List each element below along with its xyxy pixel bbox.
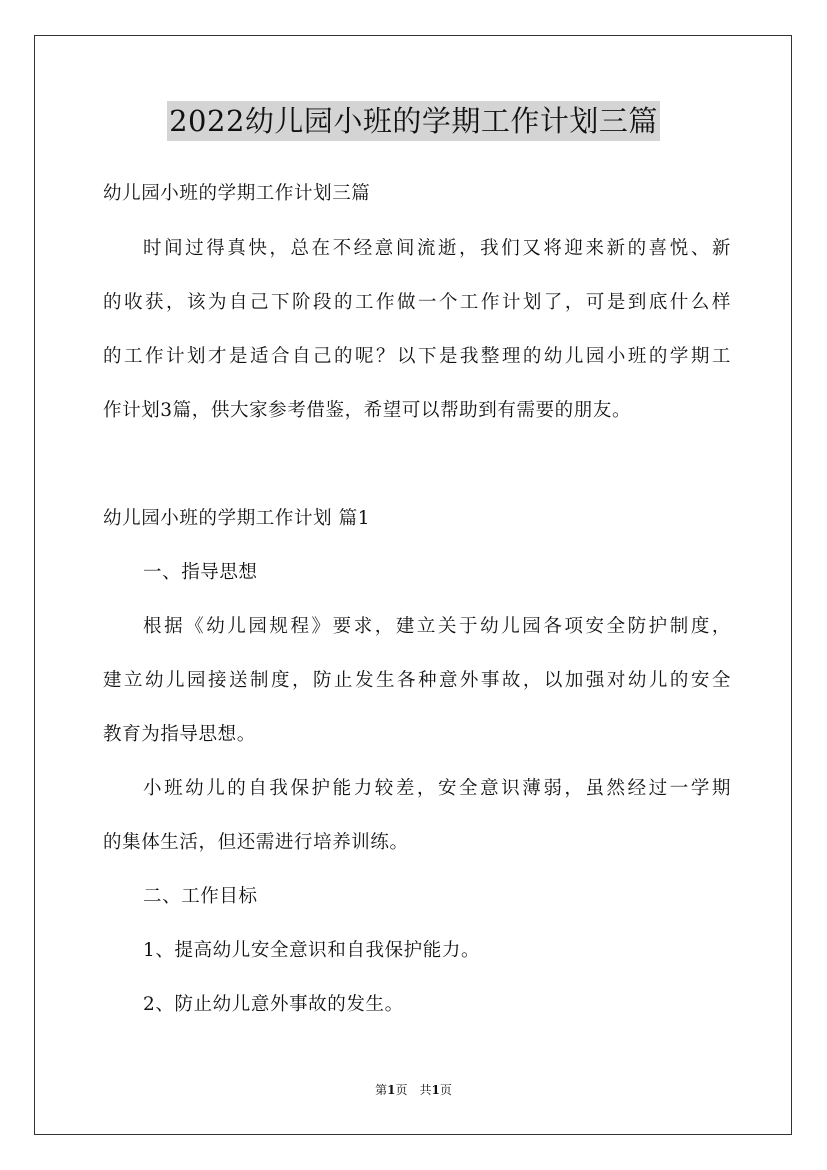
intro-line: 的工作计划才是适合自己的呢？以下是我整理的幼儿园小班的学期工	[103, 346, 731, 367]
page-footer	[0, 1082, 827, 1098]
page-label: 页	[439, 1083, 452, 1097]
heading-work-goals: 二、工作目标	[143, 886, 258, 907]
goal-item: 1、提高幼儿安全意识和自我保护能力。	[143, 940, 481, 961]
intro-line: 作计划3篇，供大家参考借鉴，希望可以帮助到有需要的朋友。	[103, 400, 632, 421]
page-total: 1	[431, 1083, 440, 1097]
paragraph-line: 根据《幼儿园规程》要求，建立关于幼儿园各项安全防护制度，	[143, 616, 731, 637]
section-heading: 幼儿园小班的学期工作计划 篇1	[103, 508, 371, 529]
intro-line: 时间过得真快，总在不经意间流逝，我们又将迎来新的喜悦、新	[143, 238, 731, 259]
paragraph-line: 的集体生活，但还需进行培养训练。	[103, 832, 409, 853]
page-label: 页 共	[395, 1083, 432, 1097]
page-label: 第	[375, 1083, 388, 1097]
document-title: 2022幼儿园小班的学期工作计划三篇	[167, 101, 660, 141]
title-wrap	[0, 101, 827, 141]
intro-line: 的收获，该为自己下阶段的工作做一个工作计划了，可是到底什么样	[103, 292, 731, 313]
paragraph-line: 建立幼儿园接送制度，防止发生各种意外事故，以加强对幼儿的安全	[103, 670, 731, 691]
paragraph-line: 小班幼儿的自我保护能力较差，安全意识薄弱，虽然经过一学期	[143, 778, 731, 799]
heading-guiding-thought: 一、指导思想	[143, 562, 258, 583]
page-current: 1	[387, 1083, 396, 1097]
goal-item: 2、防止幼儿意外事故的发生。	[143, 994, 404, 1015]
paragraph-line: 教育为指导思想。	[103, 724, 256, 745]
document-subtitle: 幼儿园小班的学期工作计划三篇	[103, 183, 371, 204]
